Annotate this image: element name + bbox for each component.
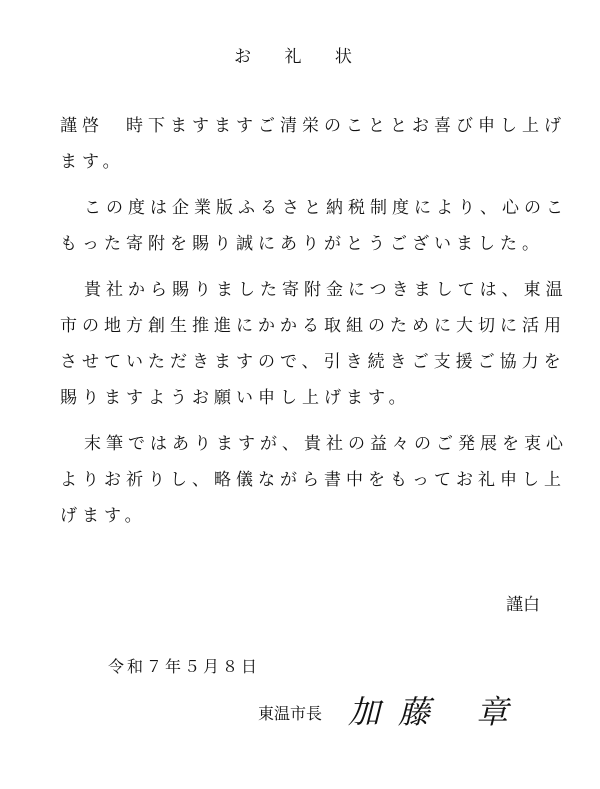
sender-title: 東温市長 [258,704,323,723]
closing-phrase: 謹白 [506,595,540,615]
sender-name-signature: 加藤 章 [348,693,527,731]
body-line: よりお祈りし、略儀ながら書中をもってお礼申し上 [60,470,566,490]
body-line: ます。 [60,152,125,172]
body-line: 末筆ではありますが、貴社の益々のご発展を衷心 [84,434,568,454]
body-line: げます。 [60,506,147,526]
body-line: 貴社から賜りました寄附金につきましては、東温 [84,280,568,300]
body-line: この度は企業版ふるさと納税制度により、心のこ [84,198,568,218]
letter-body [60,108,568,534]
body-line: もった寄附を賜り誠にありがとうございました。 [60,234,544,254]
body-line: 賜りますようお願い申し上げます。 [60,388,411,408]
body-line: 市の地方創生推進にかかる取組のために大切に活用 [60,316,566,336]
letter-date: 令和７年５月８日 [108,657,261,676]
body-line: 謹啓 時下ますますご清栄のこととお喜び申し上げ [60,116,566,136]
document-title: お 礼 状 [234,47,366,67]
body-line: させていただきますので、引き続きご支援ご協力を [60,352,566,372]
